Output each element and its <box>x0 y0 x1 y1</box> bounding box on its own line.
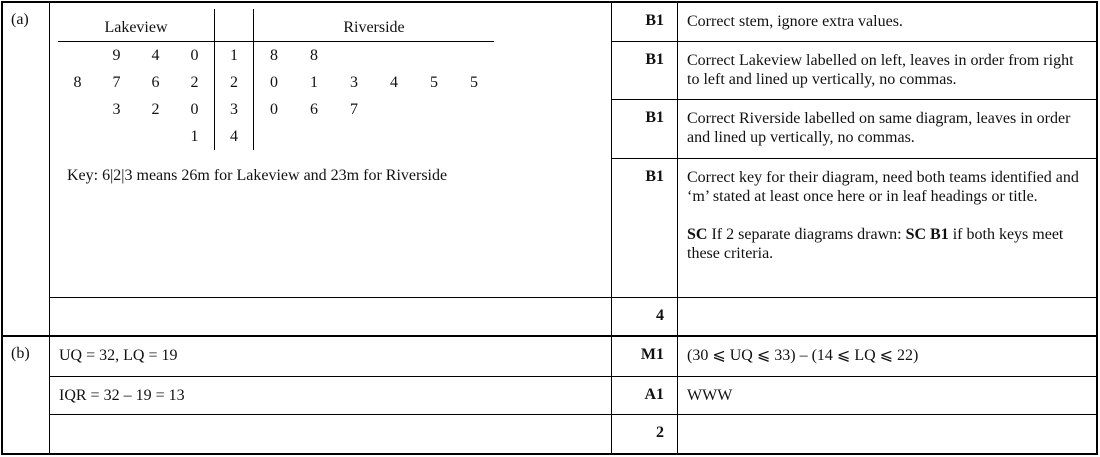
stem-cell: 1 <box>214 42 254 69</box>
working-iqr: IQR = 32 – 19 = 13 <box>50 377 612 415</box>
sc-text-1: If 2 separate diagrams drawn: <box>707 226 906 243</box>
leaf-cell <box>58 42 97 69</box>
leaf-cell: 3 <box>350 73 358 91</box>
leaf-cell <box>97 123 136 150</box>
empty-answer-strip-a <box>50 298 612 335</box>
leaf-cell <box>374 42 414 69</box>
sc-label: SC <box>687 226 708 243</box>
leaf-cell <box>136 123 175 150</box>
leaf-cell: 7 <box>350 100 358 118</box>
section-a <box>3 3 1096 335</box>
leaf-cell <box>334 123 374 150</box>
empty-answer-strip-b <box>50 415 612 453</box>
leaf-cell: 8 <box>73 73 82 91</box>
mark-code-m1: M1 <box>612 337 678 377</box>
comment-stem: Correct stem, ignore extra values. <box>678 3 1096 42</box>
sc-b1-label: SC B1 <box>905 226 949 243</box>
leaf-cell: 5 <box>470 73 478 91</box>
stem-cell: 3 <box>214 96 254 123</box>
leaf-cell: 0 <box>270 100 278 118</box>
comment-quartile-ranges: (30 ⩽ UQ ⩽ 33) – (14 ⩽ LQ ⩽ 22) <box>678 337 1096 377</box>
leaf-cell: 1 <box>310 73 318 91</box>
leaf-cell <box>334 42 374 69</box>
mark-code-b1-lakeview: B1 <box>612 42 678 100</box>
working-uq-lq: UQ = 32, LQ = 19 <box>50 337 612 377</box>
empty-comment-strip-b <box>678 415 1096 453</box>
leaf-cell: 0 <box>270 73 278 91</box>
leaf-cell: 2 <box>151 100 160 118</box>
comment-key-main: Correct key for their diagram, need both teams identified and ‘m’ stated at least once here or in leaf headings or title. <box>687 169 1079 205</box>
stem-heading <box>214 9 254 42</box>
riverside-heading: Riverside <box>254 9 494 42</box>
comment-lakeview: Correct Lakeview labelled on left, leaves in order from right to left and lined up vertically, no commas. <box>678 42 1096 100</box>
sc-text-2: if both keys meet these criteria. <box>687 226 1064 262</box>
leaf-cell: 0 <box>190 100 199 118</box>
leaf-cell: 5 <box>430 73 438 91</box>
mark-code-b1-key: B1 <box>612 159 678 298</box>
leaf-cell: 7 <box>112 73 121 91</box>
leaf-cell <box>294 123 334 150</box>
key-text: Key: 6|2|3 means 26m for Lakeview and 23m for Riverside <box>67 167 448 184</box>
leaf-cell <box>414 96 454 123</box>
stem-cell: 2 <box>214 69 254 96</box>
leaf-cell: 6 <box>310 100 318 118</box>
lakeview-heading: Lakeview <box>58 9 214 42</box>
leaf-cell <box>58 96 97 123</box>
part-label-b: (b) <box>3 337 50 453</box>
leaf-cell: 9 <box>112 46 121 64</box>
leaf-cell <box>414 123 454 150</box>
stem-and-leaf-diagram <box>58 9 494 150</box>
mark-scheme-table <box>1 1 1098 455</box>
leaf-cell <box>414 42 454 69</box>
leaf-cell: 4 <box>390 73 398 91</box>
leaf-cell: 6 <box>151 73 160 91</box>
comment-www: WWW <box>678 377 1096 415</box>
section-b <box>3 335 1096 453</box>
comment-key <box>678 159 1096 298</box>
leaf-cell: 3 <box>112 100 121 118</box>
stem-cell: 4 <box>214 123 254 150</box>
leaf-cell: 4 <box>151 46 160 64</box>
answer-content-a <box>50 3 612 298</box>
total-marks-b: 2 <box>612 415 678 453</box>
comment-key-special-case <box>687 225 1084 263</box>
leaf-cell <box>58 123 97 150</box>
mark-code-b1-riverside: B1 <box>612 100 678 159</box>
total-marks-a: 4 <box>612 298 678 335</box>
leaf-cell: 0 <box>190 46 199 64</box>
empty-comment-strip-a <box>678 298 1096 335</box>
comment-riverside: Correct Riverside labelled on same diagram, leaves in order and lined up vertically, no commas. <box>678 100 1096 159</box>
leaf-cell <box>454 42 494 69</box>
part-label-a: (a) <box>3 3 50 335</box>
leaf-cell <box>374 96 414 123</box>
leaf-cell: 8 <box>310 46 318 64</box>
leaf-cell: 8 <box>270 46 278 64</box>
leaf-cell <box>374 123 414 150</box>
leaf-cell <box>454 96 494 123</box>
mark-code-b1-stem: B1 <box>612 3 678 42</box>
leaf-cell <box>254 123 294 150</box>
leaf-cell: 2 <box>190 73 199 91</box>
leaf-cell <box>454 123 494 150</box>
leaf-cell: 1 <box>190 127 199 145</box>
mark-code-a1: A1 <box>612 377 678 415</box>
